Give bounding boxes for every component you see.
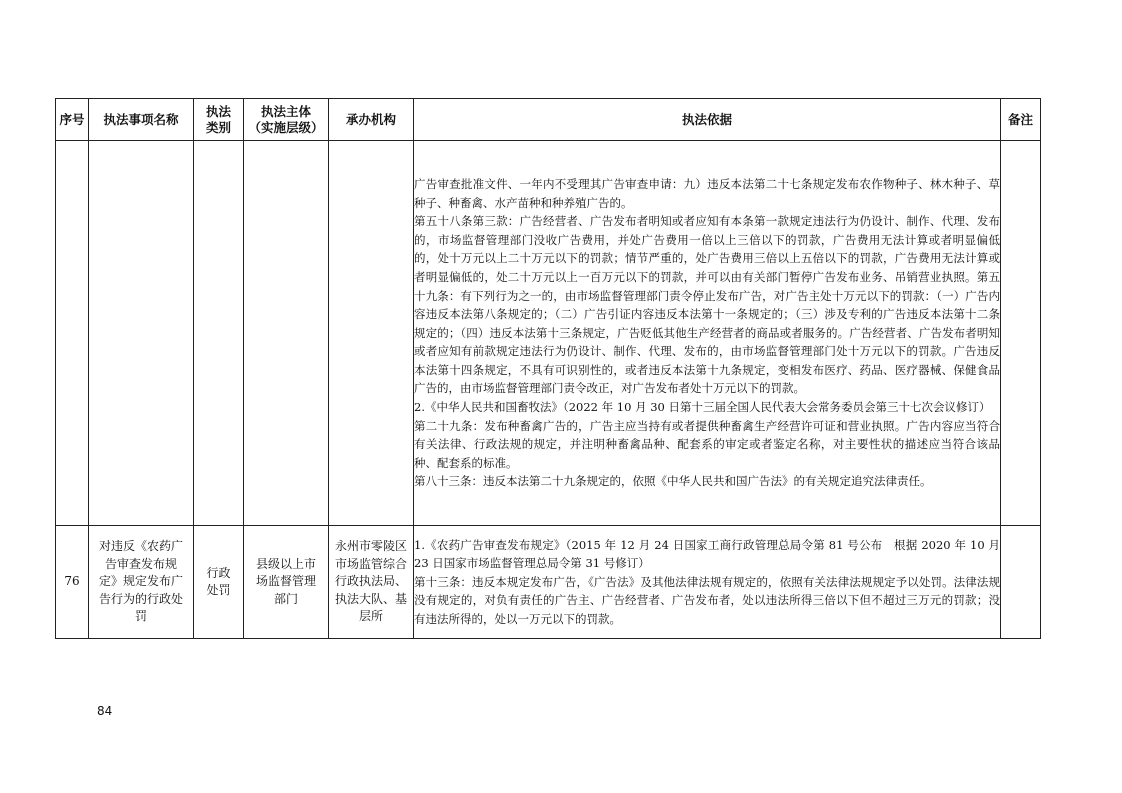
basis-paragraph: 1.《农药广告审查发布规定》（2015 年 12 月 24 日国家工商行政管理总局令第 81 号公布 根据 2020 年 10 月 23 日国家市场监督管理总局令第 31 号修订） xyxy=(414,537,1000,571)
remark-cell xyxy=(1001,526,1041,639)
basis-paragraph: 2.《中华人民共和国畜牧法》（2022 年 10 月 30 日第十三届全国人民代表大会常务委员会第三十七次会议修订） xyxy=(414,400,991,415)
basis-paragraph: 第八十三条：违反本法第二十九条规定的，依照《中华人民共和国广告法》的有关规定追究法律责任。 xyxy=(414,474,932,489)
basis-paragraph: 第十三条：违反本规定发布广告，《广告法》及其他法律法规有规定的，依照有关法律法规规定予以处罚。法律法规没有规定的，对负有责任的广告主、广告经营者、广告发布者，处以违法所得三倍以下但不超过三万元的罚款；没有违法所得的，处以一万元以下的罚款。 xyxy=(414,574,1000,626)
header-seq xyxy=(56,99,89,141)
category-text: 行政处罚 xyxy=(206,565,231,597)
subject-text: 县级以上市场监督管理部门 xyxy=(255,556,316,606)
seq-cell xyxy=(56,141,89,526)
header-agency-text: 承办机构 xyxy=(345,111,396,127)
header-basis xyxy=(414,99,1001,141)
seq-cell xyxy=(56,526,89,639)
basis-paragraph: 第二十九条：发布种畜禽广告的，广告主应当持有或者提供种畜禽生产经营许可证和营业执照。广告内容应当符合有关法律、行政法规的规定，并注明种畜禽品种、配套系的审定或者鉴定名称，对主要性状的描述应当符合该品种、配套系的标准。 xyxy=(414,418,1000,470)
header-item-name xyxy=(89,99,194,141)
item-name-text: 对违反《农药广告审查发布规定》规定发布广告行为的行政处罚 xyxy=(99,539,184,624)
agency-text: 永州市零陵区市场监管综合行政执法局、执法大队、基层所 xyxy=(335,539,408,624)
header-basis-text: 执法依据 xyxy=(681,111,732,127)
item-name-cell xyxy=(89,526,194,639)
enforcement-table xyxy=(55,98,1041,639)
header-category xyxy=(194,99,244,141)
seq-number: 76 xyxy=(64,574,80,589)
header-seq-text: 序号 xyxy=(59,111,85,127)
table-row xyxy=(56,526,1041,639)
header-subject-line-2: （实施层级） xyxy=(248,119,324,135)
subject-cell xyxy=(244,141,329,526)
header-subject xyxy=(244,99,329,141)
header-category-line-2: 类别 xyxy=(205,119,231,135)
agency-cell xyxy=(329,526,414,639)
basis-cell xyxy=(414,141,1001,526)
category-cell xyxy=(194,526,244,639)
header-remark xyxy=(1001,99,1041,141)
agency-cell xyxy=(329,141,414,526)
header-subject-line-1: 执法主体 xyxy=(260,103,311,119)
basis-cell xyxy=(414,526,1001,639)
table-row xyxy=(56,141,1041,526)
subject-cell xyxy=(244,526,329,639)
remark-cell xyxy=(1001,141,1041,526)
header-item-name-text: 执法事项名称 xyxy=(103,111,179,127)
category-cell xyxy=(194,141,244,526)
header-remark-text: 备注 xyxy=(1007,111,1033,127)
page-number: 84 xyxy=(97,704,113,718)
basis-paragraph: 第五十八条第三款：广告经营者、广告发布者明知或者应知有本条第一款规定违法行为仍设计、制作、代理、发布的，市场监督管理部门没收广告费用，并处广告费用一倍以上三倍以下的罚款，广告费用无法计算或者明显偏低的，处十万元以上二十万元以下的罚款；情节严重的，处广告费用三倍以上五倍以下的罚款，广告费用无法计算或者明显偏低的，处二十万元以上一百万元以下的罚款，并可以由有关部门暂停广告发布业务、吊销营业执照。第五十九条：有下列行为之一的，由市场监督管理部门责令停止发布广告，对广告主处十万元以下的罚款：（一）广告内容违反本法第八条规定的；（二）广告引证内容违反本法第十一条规定的；（三）涉及专利的广告违反本法第十二条规定的；（四）违反本法第十三条规定，广告贬低其他生产经营者的商品或者服务的。广告经营者、广告发布者明知或者应知有前款规定违法行为仍设计、制作、代理、发布的，由市场监督管理部门处十万元以下的罚款。广告违反本法第十四条规定，不具有可识别性的，或者违反本法第十九条规定，变相发布医疗、药品、医疗器械、保健食品广告的，由市场监督管理部门责令改正，对广告发布者处十万元以下的罚款。 xyxy=(414,214,1000,396)
header-agency xyxy=(329,99,414,141)
header-category-line-1: 执法 xyxy=(205,103,231,119)
item-name-cell xyxy=(89,141,194,526)
header-row xyxy=(56,99,1041,141)
basis-paragraph: 广告审查批准文件、一年内不受理其广告审查申请：九）违反本法第二十七条规定发布农作物种子、林木种子、草种子、种畜禽、水产苗种和种养殖广告的。 xyxy=(414,176,1000,210)
